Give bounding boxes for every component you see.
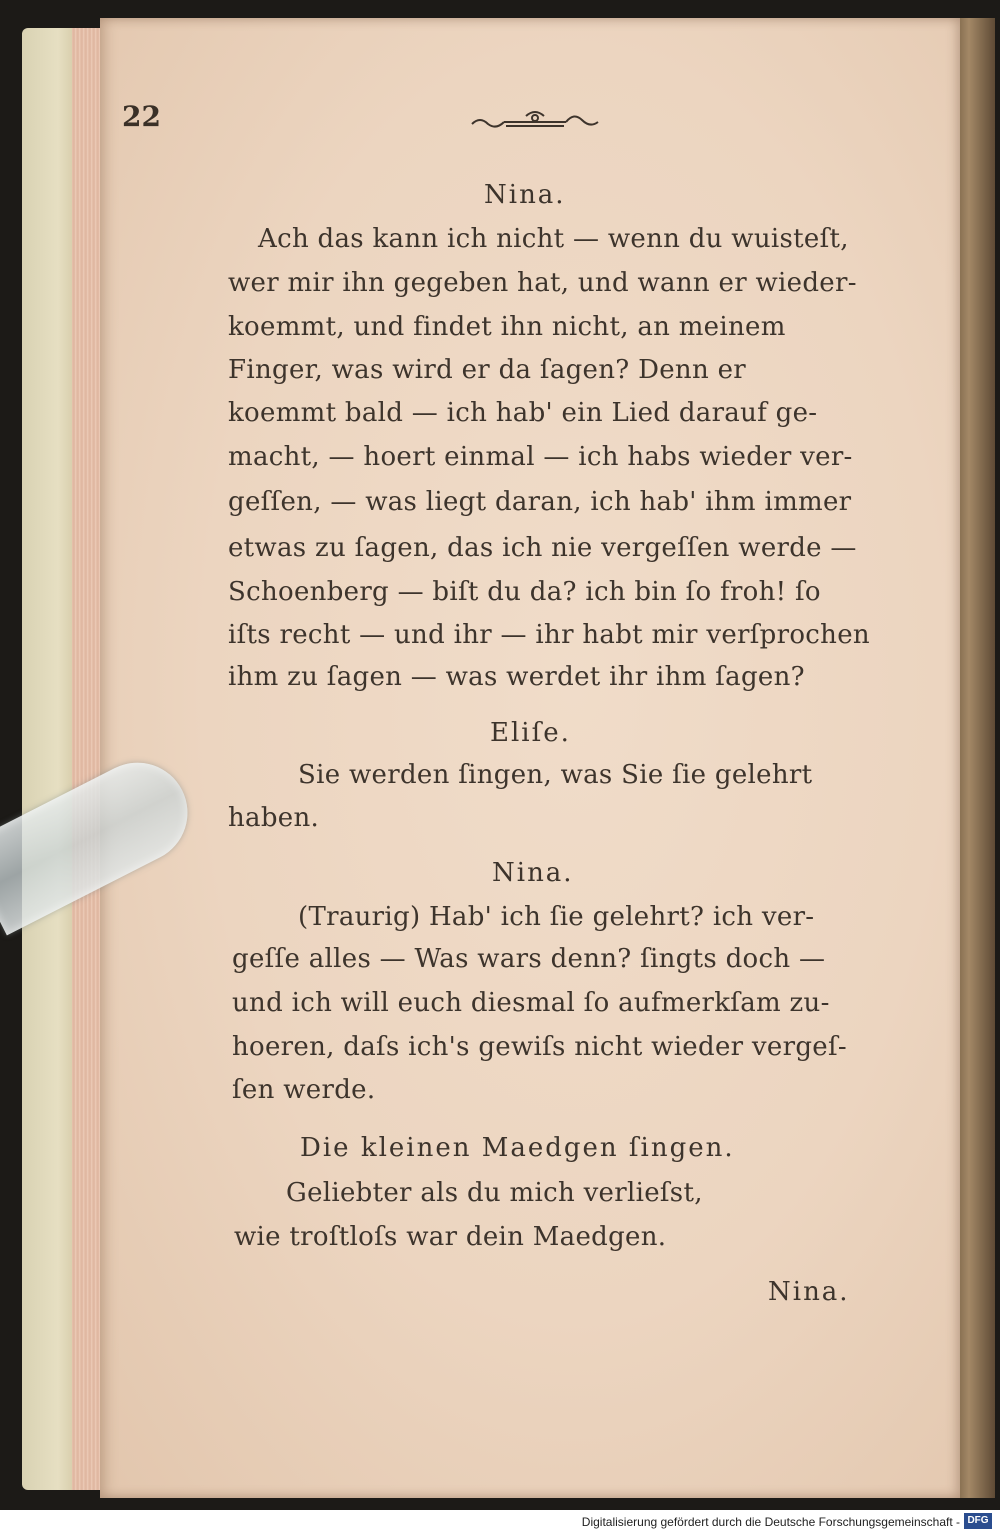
text-line: Finger, was wird er da ſagen? Denn er (228, 355, 746, 385)
text-line: Schoenberg — biſt du da? ich bin ſo froh! ſo (228, 577, 821, 607)
text-line: hoeren, daſs ich's gewiſs nicht wieder vergeſ- (232, 1032, 847, 1062)
book-page-edges (22, 28, 102, 1490)
text-line: koemmt, und findet ihn nicht, an meinem (228, 312, 786, 342)
text-line: geſſen, — was liegt daran, ich hab' ihm immer (228, 487, 852, 517)
verse-line: wie troſtloſs war dein Maedgen. (234, 1222, 667, 1252)
dfg-logo: DFG (964, 1513, 992, 1529)
text-line: etwas zu ſagen, das ich nie vergeſſen werde — (228, 533, 857, 563)
text-line: (Traurig) Hab' ich ſie gelehrt? ich ver- (298, 902, 815, 932)
speaker-name: Nina. (484, 180, 566, 210)
text-line: und ich will euch diesmal ſo aufmerkſam zu- (232, 988, 830, 1018)
catchword: Nina. (768, 1277, 850, 1307)
section-heading: Die kleinen Maedgen ſingen. (300, 1133, 735, 1163)
text-line: iſts recht — und ihr — ihr habt mir verſprochen (228, 620, 870, 650)
speaker-name: Eliſe. (490, 718, 571, 748)
footer-credit: Digitalisierung gefördert durch die Deutsche Forschungsgemeinschaft - (581, 1515, 960, 1529)
page-number: 22 (122, 100, 161, 133)
text-line: ihm zu ſagen — was werdet ihr ihm ſagen? (228, 662, 805, 692)
text-line: macht, — hoert einmal — ich habs wieder ver- (228, 442, 853, 472)
page-edge-stack (72, 28, 102, 1490)
speaker-name: Nina. (492, 858, 574, 888)
text-line: koemmt bald — ich hab' ein Lied darauf ge- (228, 398, 818, 428)
text-line: Sie werden ſingen, was Sie ſie gelehrt (298, 760, 813, 790)
text-line: haben. (228, 803, 320, 833)
text-line: ſen werde. (232, 1075, 376, 1105)
verse-line: Geliebter als du mich verlieſst, (286, 1178, 703, 1208)
text-line: wer mir ihn gegeben hat, und wann er wieder- (228, 268, 857, 298)
text-line: Ach das kann ich nicht — wenn du wuisteſt, (258, 224, 849, 254)
text-line: geſſe alles — Was wars denn? ſingts doch — (232, 944, 826, 974)
ornament-icon (466, 104, 604, 140)
book-cover-edge (955, 18, 995, 1498)
